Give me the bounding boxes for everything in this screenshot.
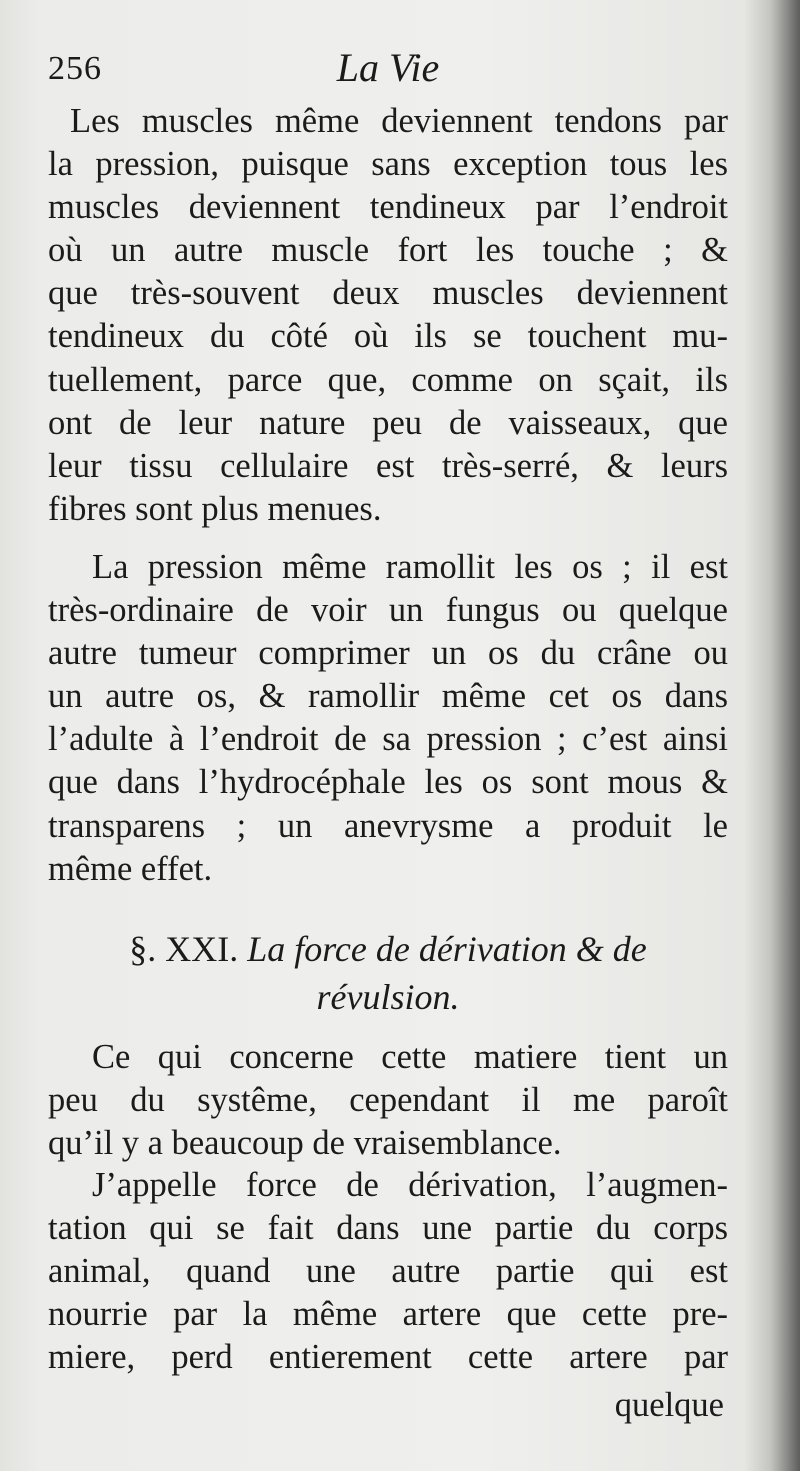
paragraph-4: [48, 1164, 728, 1379]
text-line: fibres sont plus menues.: [48, 489, 382, 528]
text-line: autre tumeur comprimer un os du crâne ou: [48, 634, 728, 673]
page-header: [48, 44, 728, 94]
section-heading: [48, 925, 728, 1021]
text-line: La pression même ramollit les os ; il est: [92, 548, 728, 586]
text-line: Ce qui concerne cette matiere tient un: [92, 1038, 728, 1076]
text-line: un autre os, & ramollir même cet os dans: [48, 677, 728, 716]
text-line: même effet.: [48, 849, 213, 888]
section-number: §. XXI.: [129, 929, 239, 969]
paragraph-1: [48, 100, 728, 531]
text-line: animal, quand une autre partie qui est: [48, 1252, 728, 1291]
text-line: Les muscles même deviennent tendons par: [70, 102, 728, 140]
text-line: tation qui se fait dans une partie du corps: [48, 1209, 728, 1248]
text-line: très-ordinaire de voir un fungus ou quelque: [48, 591, 728, 630]
text-line: la pression, puisque sans exception tous les: [48, 145, 728, 184]
text-line: que très-souvent deux muscles deviennent: [48, 274, 728, 313]
page-number: 256: [48, 50, 102, 87]
section-title-part-2: révulsion.: [316, 977, 460, 1017]
paragraph-3: [48, 1036, 728, 1165]
text-line: tuellement, parce que, comme on sçait, ils: [48, 360, 728, 399]
text-line: miere, perd entierement cette artere par: [48, 1338, 728, 1377]
text-line: tendineux du côté où ils se touchent mu-: [48, 317, 728, 356]
text-line: peu du systême, cependant il me paroît: [48, 1081, 728, 1120]
text-line: l’adulte à l’endroit de sa pression ; c’est ainsi: [48, 720, 728, 759]
text-line: J’appelle force de dérivation, l’augmen-: [92, 1166, 728, 1204]
text-line: transparens ; un anevrysme a produit le: [48, 806, 728, 845]
text-line: muscles deviennent tendineux par l’endroit: [48, 188, 728, 227]
paragraph-2: [48, 546, 728, 891]
section-title-part-1: La force de dérivation & de: [247, 929, 647, 969]
text-line: qu’il y a beaucoup de vraisemblance.: [48, 1124, 562, 1163]
catchword: quelque: [614, 1386, 724, 1424]
text-line: nourrie par la même artere que cette pre-: [48, 1295, 728, 1334]
page-edge-shadow: [770, 0, 800, 1471]
text-line: leur tissu cellulaire est très-serré, & leurs: [48, 446, 728, 485]
text-line: ont de leur nature peu de vaisseaux, que: [48, 403, 728, 442]
text-line: où un autre muscle fort les touche ; &: [48, 231, 728, 270]
text-line: que dans l’hydrocéphale les os sont mous &: [48, 763, 728, 802]
section-heading-line-1: [48, 925, 728, 973]
running-head: La Vie: [336, 45, 440, 90]
